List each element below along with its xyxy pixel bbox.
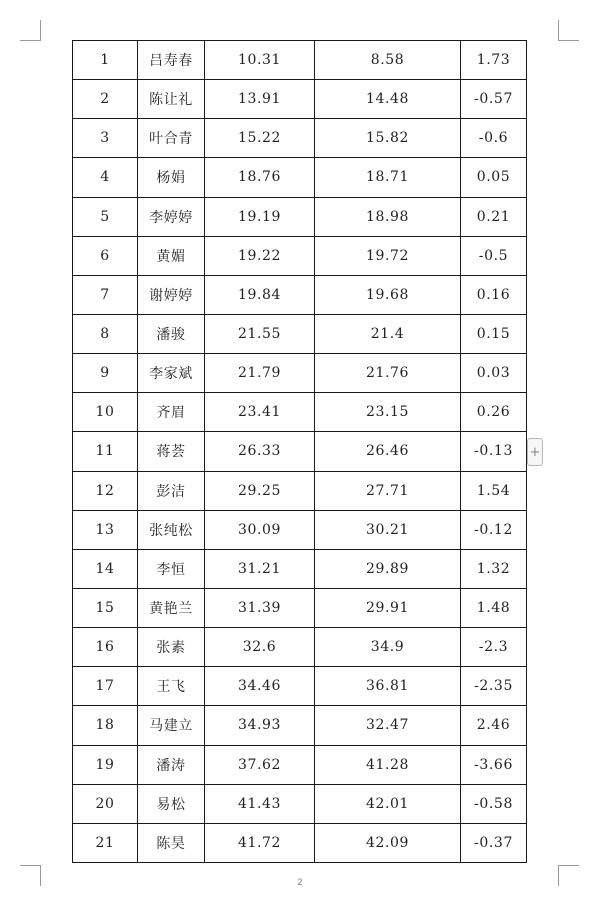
row-number-cell: 19 bbox=[73, 745, 138, 784]
row-number-cell: 6 bbox=[73, 236, 138, 275]
table-row bbox=[73, 510, 527, 549]
table-row bbox=[73, 706, 527, 745]
table-row bbox=[73, 236, 527, 275]
name-cell: 谢婷婷 bbox=[138, 275, 205, 314]
row-number-cell: 3 bbox=[73, 119, 138, 158]
difference-cell: -0.13 bbox=[461, 432, 527, 471]
difference-cell: 1.32 bbox=[461, 549, 527, 588]
row-number-cell: 21 bbox=[73, 823, 138, 862]
value-2-cell: 29.91 bbox=[315, 588, 461, 627]
value-1-cell: 15.22 bbox=[205, 119, 315, 158]
table-body bbox=[73, 41, 527, 863]
name-cell: 李婷婷 bbox=[138, 197, 205, 236]
table-row bbox=[73, 314, 527, 353]
row-number-cell: 17 bbox=[73, 667, 138, 706]
table-row bbox=[73, 784, 527, 823]
name-cell: 黄艳兰 bbox=[138, 588, 205, 627]
difference-cell: 0.26 bbox=[461, 393, 527, 432]
value-2-cell: 32.47 bbox=[315, 706, 461, 745]
name-cell: 李恒 bbox=[138, 549, 205, 588]
difference-cell: -0.12 bbox=[461, 510, 527, 549]
table-row bbox=[73, 667, 527, 706]
name-cell: 彭洁 bbox=[138, 471, 205, 510]
table-row bbox=[73, 823, 527, 862]
page-number: 2 bbox=[297, 878, 303, 888]
row-number-cell: 14 bbox=[73, 549, 138, 588]
table-row bbox=[73, 158, 527, 197]
value-2-cell: 18.98 bbox=[315, 197, 461, 236]
value-1-cell: 21.55 bbox=[205, 314, 315, 353]
value-2-cell: 26.46 bbox=[315, 432, 461, 471]
row-number-cell: 15 bbox=[73, 588, 138, 627]
value-2-cell: 8.58 bbox=[315, 41, 461, 80]
table-row bbox=[73, 354, 527, 393]
value-1-cell: 41.43 bbox=[205, 784, 315, 823]
row-number-cell: 1 bbox=[73, 41, 138, 80]
value-1-cell: 18.76 bbox=[205, 158, 315, 197]
difference-cell: -2.3 bbox=[461, 628, 527, 667]
value-2-cell: 21.76 bbox=[315, 354, 461, 393]
name-cell: 张纯松 bbox=[138, 510, 205, 549]
name-cell: 齐眉 bbox=[138, 393, 205, 432]
value-1-cell: 19.19 bbox=[205, 197, 315, 236]
value-1-cell: 29.25 bbox=[205, 471, 315, 510]
table-row bbox=[73, 275, 527, 314]
name-cell: 李家斌 bbox=[138, 354, 205, 393]
crop-mark-top-right bbox=[558, 20, 579, 41]
value-2-cell: 29.89 bbox=[315, 549, 461, 588]
row-number-cell: 13 bbox=[73, 510, 138, 549]
value-1-cell: 10.31 bbox=[205, 41, 315, 80]
value-2-cell: 27.71 bbox=[315, 471, 461, 510]
value-2-cell: 34.9 bbox=[315, 628, 461, 667]
row-number-cell: 4 bbox=[73, 158, 138, 197]
value-2-cell: 41.28 bbox=[315, 745, 461, 784]
value-2-cell: 18.71 bbox=[315, 158, 461, 197]
value-1-cell: 13.91 bbox=[205, 80, 315, 119]
value-2-cell: 42.01 bbox=[315, 784, 461, 823]
crop-mark-top-left bbox=[20, 20, 41, 41]
table-row bbox=[73, 432, 527, 471]
name-cell: 叶合青 bbox=[138, 119, 205, 158]
name-cell: 张素 bbox=[138, 628, 205, 667]
value-1-cell: 34.46 bbox=[205, 667, 315, 706]
value-1-cell: 19.84 bbox=[205, 275, 315, 314]
name-cell: 潘涛 bbox=[138, 745, 205, 784]
name-cell: 蒋荟 bbox=[138, 432, 205, 471]
value-2-cell: 19.72 bbox=[315, 236, 461, 275]
data-table bbox=[72, 40, 527, 863]
row-number-cell: 20 bbox=[73, 784, 138, 823]
difference-cell: 0.05 bbox=[461, 158, 527, 197]
name-cell: 杨娟 bbox=[138, 158, 205, 197]
table-row bbox=[73, 197, 527, 236]
value-1-cell: 31.21 bbox=[205, 549, 315, 588]
value-2-cell: 23.15 bbox=[315, 393, 461, 432]
table-row bbox=[73, 471, 527, 510]
row-number-cell: 18 bbox=[73, 706, 138, 745]
value-1-cell: 23.41 bbox=[205, 393, 315, 432]
table-row bbox=[73, 588, 527, 627]
row-number-cell: 11 bbox=[73, 432, 138, 471]
table-row bbox=[73, 80, 527, 119]
difference-cell: 1.54 bbox=[461, 471, 527, 510]
name-cell: 黄媚 bbox=[138, 236, 205, 275]
name-cell: 马建立 bbox=[138, 706, 205, 745]
name-cell: 吕寿春 bbox=[138, 41, 205, 80]
name-cell: 陈让礼 bbox=[138, 80, 205, 119]
row-number-cell: 9 bbox=[73, 354, 138, 393]
value-1-cell: 26.33 bbox=[205, 432, 315, 471]
difference-cell: -2.35 bbox=[461, 667, 527, 706]
difference-cell: 0.16 bbox=[461, 275, 527, 314]
value-1-cell: 31.39 bbox=[205, 588, 315, 627]
value-2-cell: 36.81 bbox=[315, 667, 461, 706]
table-row bbox=[73, 393, 527, 432]
value-2-cell: 21.4 bbox=[315, 314, 461, 353]
difference-cell: -0.5 bbox=[461, 236, 527, 275]
name-cell: 王飞 bbox=[138, 667, 205, 706]
row-number-cell: 16 bbox=[73, 628, 138, 667]
difference-cell: 0.03 bbox=[461, 354, 527, 393]
table-row bbox=[73, 549, 527, 588]
value-1-cell: 34.93 bbox=[205, 706, 315, 745]
table-row bbox=[73, 119, 527, 158]
row-number-cell: 8 bbox=[73, 314, 138, 353]
value-1-cell: 37.62 bbox=[205, 745, 315, 784]
difference-cell: 2.46 bbox=[461, 706, 527, 745]
value-1-cell: 19.22 bbox=[205, 236, 315, 275]
value-1-cell: 30.09 bbox=[205, 510, 315, 549]
name-cell: 潘骏 bbox=[138, 314, 205, 353]
difference-cell: -0.57 bbox=[461, 80, 527, 119]
value-1-cell: 21.79 bbox=[205, 354, 315, 393]
row-number-cell: 5 bbox=[73, 197, 138, 236]
difference-cell: 1.73 bbox=[461, 41, 527, 80]
name-cell: 易松 bbox=[138, 784, 205, 823]
row-number-cell: 2 bbox=[73, 80, 138, 119]
value-2-cell: 19.68 bbox=[315, 275, 461, 314]
value-2-cell: 30.21 bbox=[315, 510, 461, 549]
difference-cell: 1.48 bbox=[461, 588, 527, 627]
table-row bbox=[73, 628, 527, 667]
value-2-cell: 14.48 bbox=[315, 80, 461, 119]
difference-cell: 0.15 bbox=[461, 314, 527, 353]
add-row-button[interactable]: + bbox=[527, 438, 543, 466]
value-2-cell: 15.82 bbox=[315, 119, 461, 158]
row-number-cell: 12 bbox=[73, 471, 138, 510]
difference-cell: -0.6 bbox=[461, 119, 527, 158]
difference-cell: -3.66 bbox=[461, 745, 527, 784]
difference-cell: -0.37 bbox=[461, 823, 527, 862]
value-1-cell: 41.72 bbox=[205, 823, 315, 862]
table-row bbox=[73, 41, 527, 80]
difference-cell: 0.21 bbox=[461, 197, 527, 236]
table-row bbox=[73, 745, 527, 784]
name-cell: 陈昊 bbox=[138, 823, 205, 862]
difference-cell: -0.58 bbox=[461, 784, 527, 823]
value-2-cell: 42.09 bbox=[315, 823, 461, 862]
row-number-cell: 7 bbox=[73, 275, 138, 314]
value-1-cell: 32.6 bbox=[205, 628, 315, 667]
row-number-cell: 10 bbox=[73, 393, 138, 432]
